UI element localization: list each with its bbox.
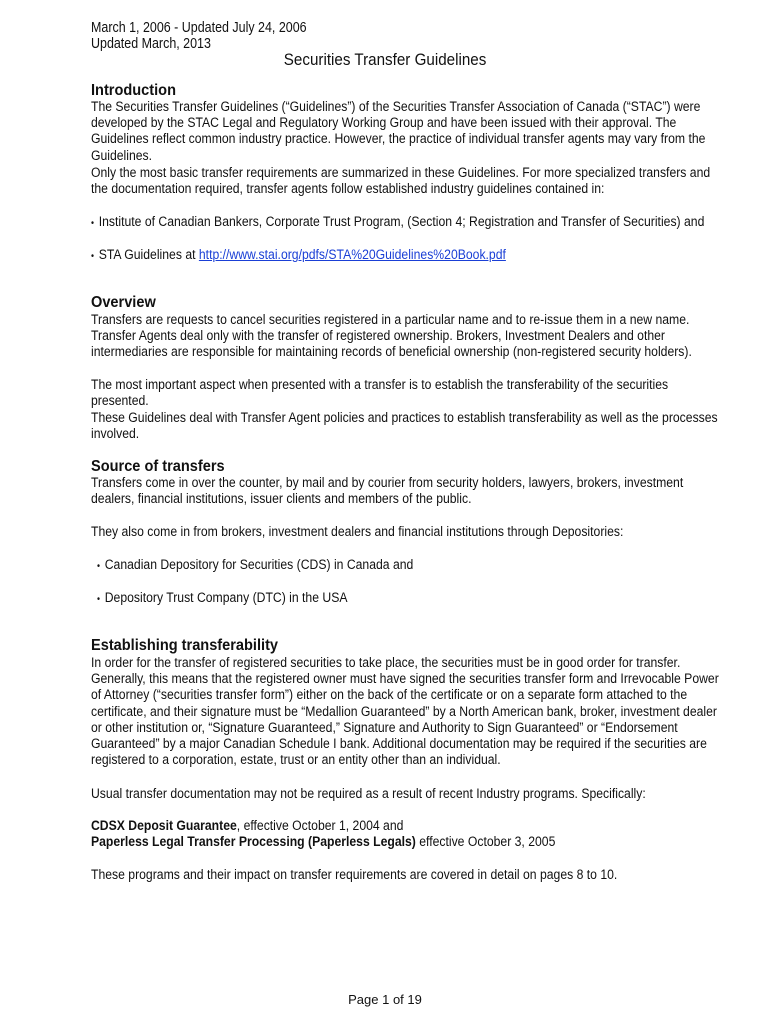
bullet-text: Institute of Canadian Bankers, Corporate Trust Program, (Section 4; Registration and Transfer of Securities) and [98,214,705,230]
bullet-icon: • [91,251,95,262]
program-1-name: CDSX Deposit Guarantee [91,818,237,834]
overview-paragraph-2: The most important aspect when presented with a transfer is to establish the transferability of the securities presented. [91,377,669,410]
introduction-paragraph-1: The Securities Transfer Guidelines (“Guidelines”) of the Securities Transfer Association of Canada (“STAC”) were developed by the STAC Legal and Regulatory Working Group and have been issued with their approval. The Guidelines reflect common industry practice. However, the practice of individual transfer agents may vary from the Guidelines. [91,99,706,164]
bullet-icon: • [91,218,95,229]
page-number: Page 1 of 19 [348,992,422,1007]
program-2-detail: effective October 3, 2005 [415,834,556,850]
overview-paragraph-1: Transfers are requests to cancel securities registered in a particular name and to re-issue them in a new name. Transfer Agents deal only with the transfer of registered ownership. Brokers, Investment Dealers and other intermediaries are responsible for maintaining records of beneficial ownership (non-registered security holders). [91,312,692,361]
establishing-heading: Establishing transferability [91,637,279,654]
establishing-paragraph-1: In order for the transfer of registered securities to take place, the securities must be in good order for transfer. Generally, this means that the registered owner must have signed the securities transfer form and Irrevocable Power of Attorney (“securities transfer form”) either on the back of the certificate or on a separate form attached to the certificate, and their signature must be “Medallion Guaranteed” by a North American bank, broker, investment dealer or other institution or, “Signature Guaranteed,” Signature and Authority to Sign Guaranteed” or “Endorsement Guaranteed” by a major Canadian Schedule I bank. Additional documentation may be required if the securities are registered to a corporation, estate, trust or an entity other than an individual. [91,655,719,769]
bullet-icon: • [97,561,101,572]
list-item [91,247,506,265]
program-1-detail: , effective October 1, 2004 and [236,818,404,834]
document-title: Securities Transfer Guidelines [283,51,487,69]
source-paragraph-2: They also come in from brokers, investment dealers and financial institutions through Depositories: [91,524,624,540]
establishing-paragraph-3: These programs and their impact on transfer requirements are covered in detail on pages 8 to 10. [91,867,618,883]
sta-guidelines-link[interactable]: http://www.stai.org/pdfs/STA%20Guidelines%20Book.pdf [198,247,506,263]
list-item [97,590,347,608]
source-heading: Source of transfers [91,458,225,475]
overview-heading: Overview [91,294,156,311]
introduction-heading: Introduction [91,82,176,99]
program-2-name: Paperless Legal Transfer Processing (Paperless Legals) [91,834,416,850]
list-item [91,214,704,232]
bullet-icon: • [97,594,101,605]
bullet-text: Depository Trust Company (DTC) in the USA [104,590,348,606]
bullet-text: Canadian Depository for Securities (CDS) in Canada and [104,557,414,573]
establishing-paragraph-2: Usual transfer documentation may not be required as a result of recent Industry programs. Specifically: [91,786,646,802]
date-line-1: March 1, 2006 - Updated July 24, 2006 [91,20,307,36]
list-item [97,557,413,575]
source-paragraph-1: Transfers come in over the counter, by mail and by courier from security holders, lawyers, brokers, investment dealers, financial institutions, issuer clients and members of the public. [91,475,684,508]
program-line-1 [91,818,723,834]
program-line-2 [91,834,723,850]
overview-paragraph-3: These Guidelines deal with Transfer Agent policies and practices to establish transferability as well as the processes involved. [91,410,718,443]
bullet-text: STA Guidelines at [98,247,199,263]
date-line-2: Updated March, 2013 [91,36,211,52]
introduction-paragraph-2: Only the most basic transfer requirements are summarized in these Guidelines. For more specialized transfers and the documentation required, transfer agents follow established industry guidelines contained in: [91,165,711,198]
